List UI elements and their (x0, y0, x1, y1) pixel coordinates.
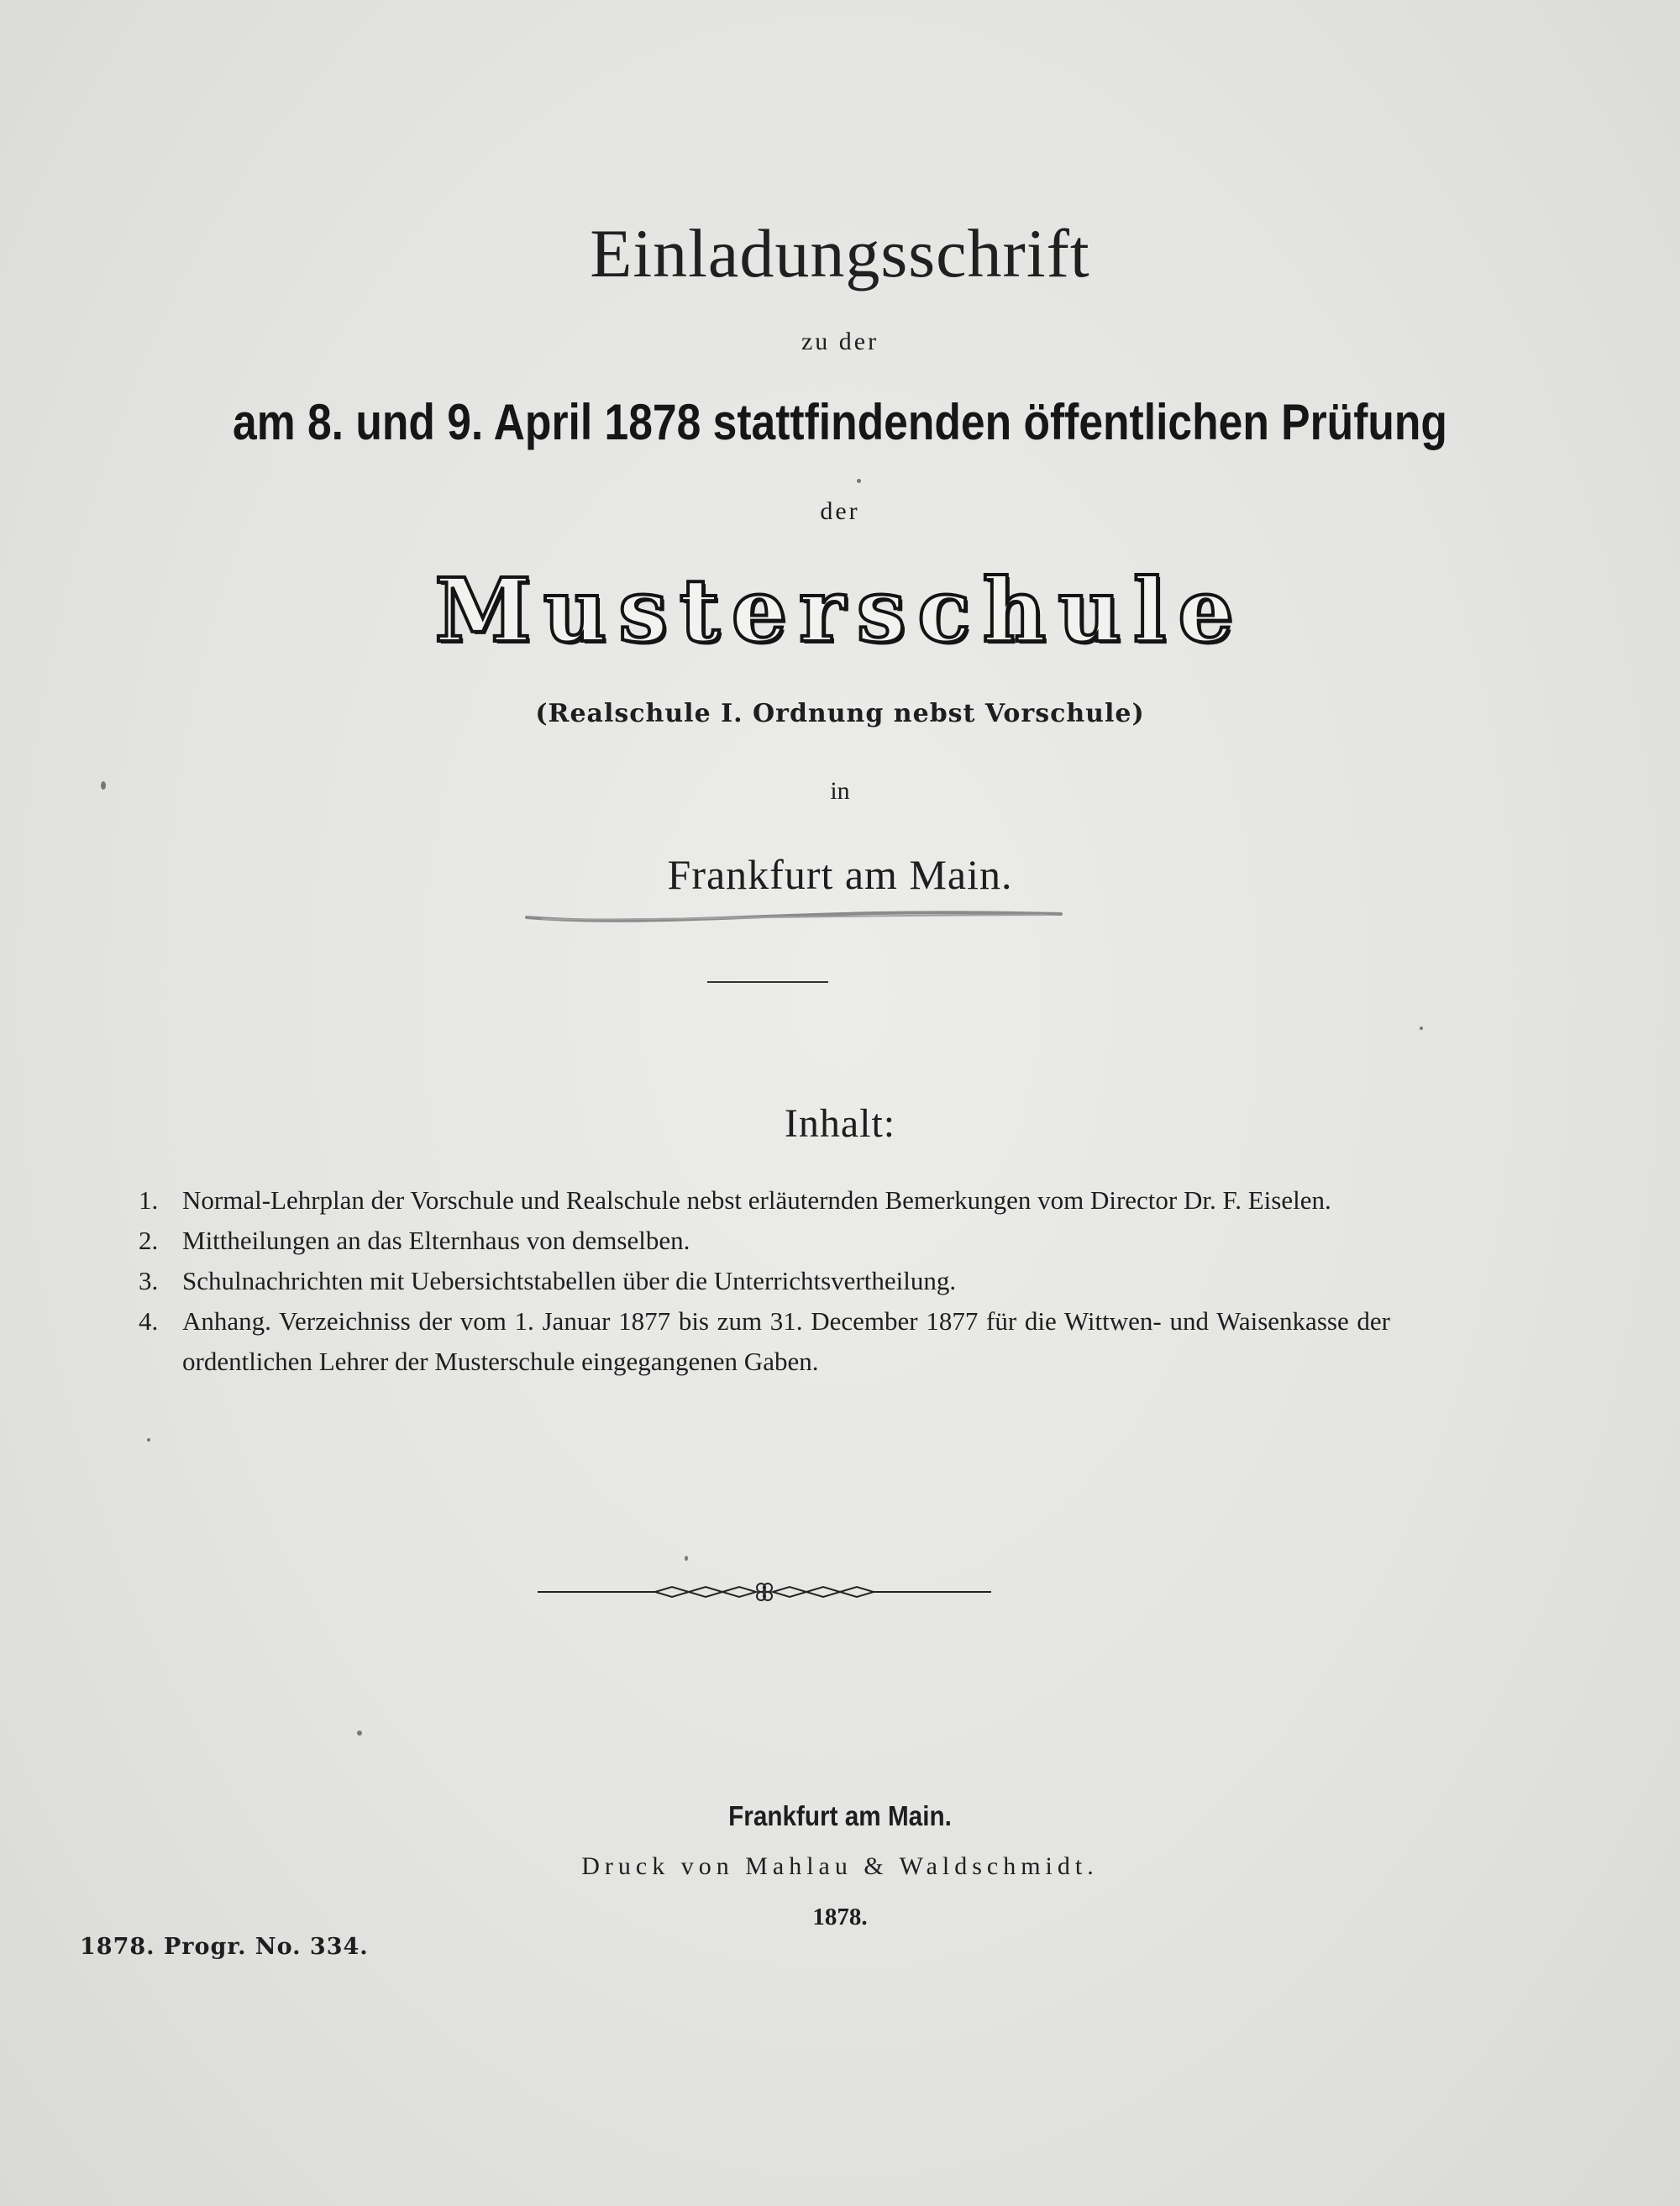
pencil-underline (525, 907, 1063, 926)
paper-speck (147, 1438, 150, 1442)
item-text: Normal-Lehrplan der Vorschule und Realschule nebst erläuternden Bemerkungen vom Director Dr. F. Eiselen. (182, 1185, 1331, 1215)
short-divider (707, 981, 828, 983)
contents-item (139, 1221, 1390, 1261)
event-headline: am 8. und 9. April 1878 stattfindenden öffentlichen Prüfung (233, 394, 1447, 450)
imprint-city: Frankfurt am Main. (728, 1800, 952, 1831)
paper-speck (357, 1731, 362, 1736)
item-text: Schulnachrichten mit Uebersichtstabellen über die Unterrichtsvertheilung. (182, 1266, 957, 1295)
item-number: 4. (139, 1306, 159, 1336)
contents-item (139, 1301, 1390, 1382)
intro-zu-der: zu der (801, 328, 879, 355)
paper-speck (101, 781, 106, 790)
school-subtitle: (Realschule I. Ordnung nebst Vorschule) (535, 699, 1145, 728)
imprint-year: 1878. (812, 1904, 868, 1930)
paper-speck (685, 1556, 688, 1561)
item-number: 2. (139, 1226, 159, 1255)
document-title: Einladungsschrift (590, 215, 1090, 292)
item-number: 1. (139, 1185, 159, 1215)
printer-line: Druck von Mahlau & Waldschmidt. (581, 1852, 1099, 1880)
paper-speck (857, 479, 861, 483)
paper-speck (1420, 1027, 1423, 1030)
item-text: Mittheilungen an das Elternhaus von demselben. (182, 1226, 690, 1255)
city-name: Frankfurt am Main. (667, 851, 1013, 898)
intro-der: der (820, 497, 860, 525)
intro-in: in (830, 777, 850, 805)
ornament-divider-icon (538, 1579, 991, 1605)
item-number: 3. (139, 1266, 159, 1295)
contents-item (139, 1261, 1390, 1301)
contents-item (139, 1180, 1390, 1221)
item-text: Anhang. Verzeichniss der vom 1. Januar 1877 bis zum 31. December 1877 für die Wittwen- und Waisenkasse der ordentlichen Lehrer der Musterschule eingegangenen Gaben. (182, 1306, 1390, 1376)
contents-list (139, 1180, 1390, 1382)
contents-heading: Inhalt: (784, 1101, 896, 1146)
school-name: Musterschule (434, 559, 1246, 662)
catalog-note: 1878. Progr. No. 334. (80, 1934, 369, 1960)
